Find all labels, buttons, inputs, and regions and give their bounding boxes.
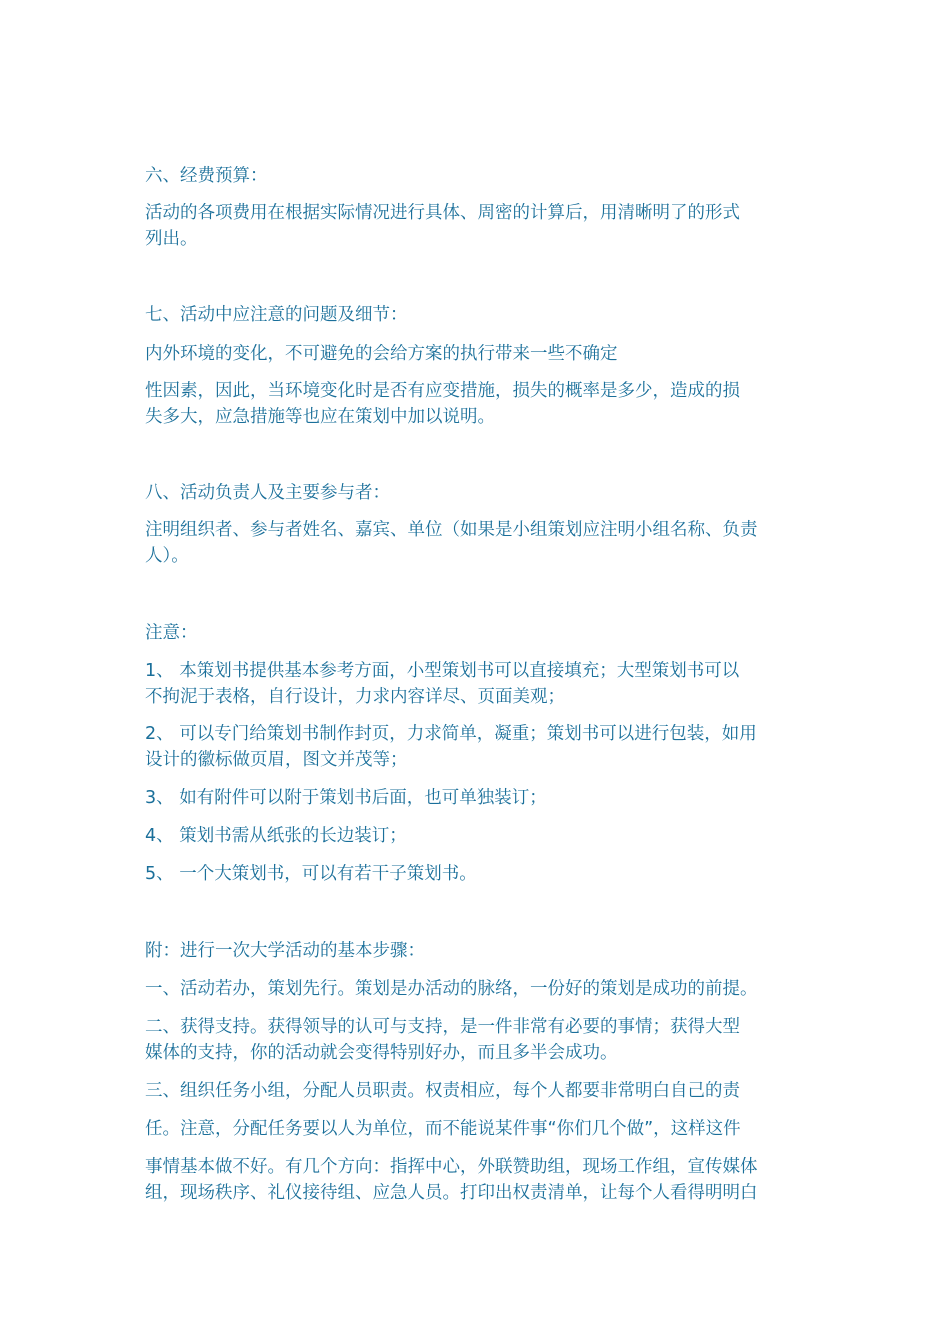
note-line: 4、 策划书需从纸张的长边装订； bbox=[145, 826, 407, 846]
note-line: 设计的徽标做页眉，图文并茂等； bbox=[145, 750, 408, 770]
paragraph-line: 一、活动若办，策划先行。策划是办活动的脉络，一份好的策划是成功的前提。 bbox=[145, 979, 758, 999]
paragraph-line: 活动的各项费用在根据实际情况进行具体、周密的计算后，用清晰明了的形式 bbox=[145, 203, 740, 223]
paragraph-line: 事情基本做不好。有几个方向：指挥中心，外联赞助组，现场工作组，宣传媒体 bbox=[145, 1157, 758, 1177]
section-heading-budget: 六、经费预算： bbox=[145, 166, 268, 186]
paragraph-line: 三、组织任务小组，分配人员职责。权责相应，每个人都要非常明白自己的责 bbox=[145, 1081, 740, 1101]
note-line: 3、 如有附件可以附于策划书后面，也可单独装订； bbox=[145, 788, 547, 808]
section-heading-organizers: 八、活动负责人及主要参与者： bbox=[145, 483, 390, 503]
paragraph-line: 失多大，应急措施等也应在策划中加以说明。 bbox=[145, 407, 495, 427]
note-line: 不拘泥于表格，自行设计，力求内容详尽、页面美观； bbox=[145, 687, 565, 707]
document-page bbox=[145, 0, 810, 1344]
note-line: 1、 本策划书提供基本参考方面，小型策划书可以直接填充；大型策划书可以 bbox=[145, 661, 740, 681]
paragraph-line: 任。注意，分配任务要以人为单位，而不能说某件事“你们几个做”，这样这件 bbox=[145, 1119, 741, 1139]
note-line: 2、 可以专门给策划书制作封页，力求简单，凝重；策划书可以进行包装，如用 bbox=[145, 724, 757, 744]
paragraph-line: 人）。 bbox=[145, 546, 189, 566]
paragraph-line: 媒体的支持，你的活动就会变得特别好办，而且多半会成功。 bbox=[145, 1043, 618, 1063]
paragraph-line: 内外环境的变化，不可避免的会给方案的执行带来一些不确定 bbox=[145, 344, 618, 364]
note-line: 5、 一个大策划书，可以有若干子策划书。 bbox=[145, 864, 477, 884]
paragraph-line: 组，现场秩序、礼仪接待组、应急人员。打印出权责清单，让每个人看得明明白 bbox=[145, 1183, 758, 1203]
section-heading-appendix: 附：进行一次大学活动的基本步骤： bbox=[145, 941, 425, 961]
paragraph-line: 列出。 bbox=[145, 229, 198, 249]
paragraph-line: 性因素，因此，当环境变化时是否有应变措施，损失的概率是多少，造成的损 bbox=[145, 381, 740, 401]
paragraph-line: 二、获得支持。获得领导的认可与支持，是一件非常有必要的事情；获得大型 bbox=[145, 1017, 740, 1037]
paragraph-line: 注明组织者、参与者姓名、嘉宾、单位（如果是小组策划应注明小组名称、负责 bbox=[145, 520, 758, 540]
section-heading-attention: 注意： bbox=[145, 623, 198, 643]
section-heading-notes: 七、活动中应注意的问题及细节： bbox=[145, 305, 408, 325]
